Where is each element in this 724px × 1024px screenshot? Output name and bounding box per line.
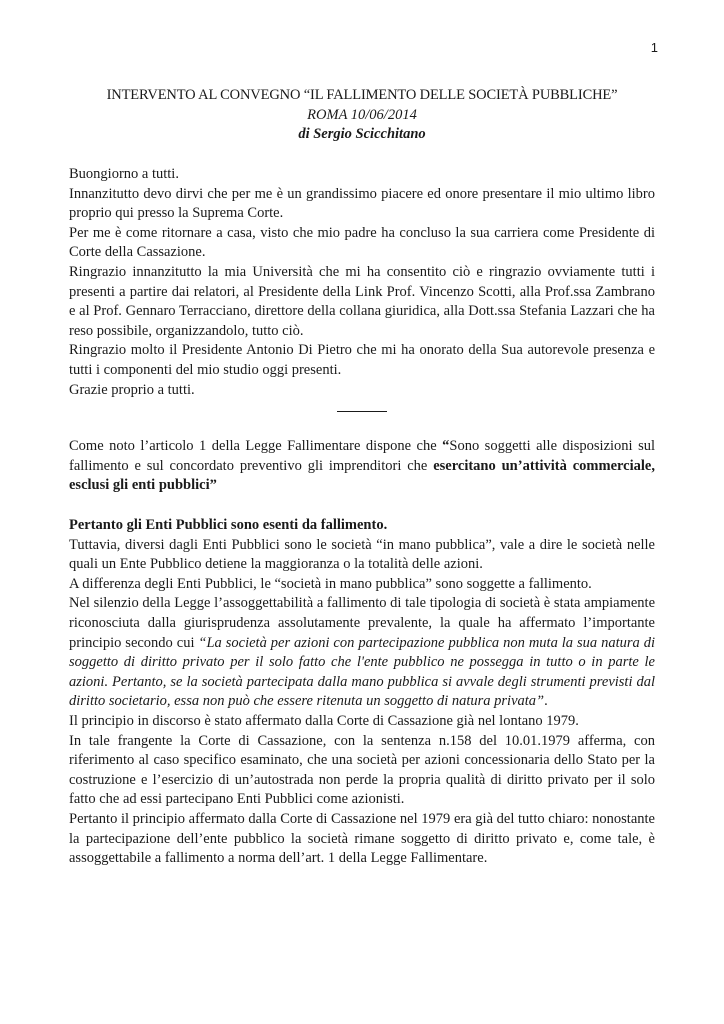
- jurisprudence-paragraph: [69, 594, 655, 712]
- article-quote-bold: esercitano un’attività commerciale, esclusi gli enti pubblici”: [69, 457, 655, 494]
- thanks-paragraph: Ringrazio molto il Presidente Antonio Di Pietro che mi ha onorato della Sua autorevole presenza e tutti i componenti del mio studio oggi presenti.: [69, 342, 655, 378]
- intro-section: [69, 165, 655, 400]
- author-line: di Sergio Scicchitano: [298, 126, 426, 143]
- article-open-quote: “: [442, 438, 450, 454]
- section-heading: Pertanto gli Enti Pubblici sono esenti da fallimento.: [69, 517, 388, 533]
- document-title: INTERVENTO AL CONVEGNO “IL FALLIMENTO DELLE SOCIETÀ PUBBLICHE”: [106, 87, 618, 103]
- jurisprudence-quote: “La società per azioni con partecipazione pubblica non muta la sua natura di soggetto di diritto privato per il solo fatto che l'ente pubblico ne possegga in tutto o in parte le azioni. Pertanto, se la società partecipata dalla mano pubblica si avvale degli strumenti previsti dal diritto societario, essa non può che essere ritenuta un soggetto di natura privata”: [69, 634, 655, 710]
- intro-paragraph: Innanzitutto devo dirvi che per me è un grandissimo piacere ed onore presentare il mio ultimo libro proprio qui presso la Suprema Corte.: [69, 185, 655, 222]
- jurisprudence-end: .: [544, 693, 548, 710]
- article-lead: Come noto l’articolo 1 della Legge Fallimentare dispone che: [69, 438, 443, 454]
- event-date: ROMA 10/06/2014: [307, 106, 417, 123]
- article-citation: [69, 437, 655, 496]
- main-section: [69, 516, 655, 869]
- body-paragraph: In tale frangente la Corte di Cassazione, con la sentenza n.158 del 10.01.1979 afferma, con riferimento al caso specifico esaminato, che una società per azioni concessionaria dello Stato per la costruzione e l’esercizio di un’autostrada non perde la propria qualità di diritto privato per il solo fatto che ad essi partecipano Enti Pubblici come azionisti.: [69, 732, 655, 808]
- body-paragraph: Pertanto il principio affermato dalla Corte di Cassazione nel 1979 era già del tutto chiaro: nonostante la partecipazione dell’ente pubblico la società rimane soggetto di diritto privato e, come tale, è assoggettabile a fallimento a norma dell’art. 1 della Legge Fallimentare.: [69, 810, 655, 867]
- jurisprudence-lead: Nel silenzio della Legge l’assoggettabilità a fallimento di tale tipologia di società è stata ampiamente riconosciuta dalla giurisprudenza assolutamente prevalente, la quale ha affermato l’importante principio secondo cui: [69, 595, 655, 651]
- article-quote: Sono soggetti alle disposizioni sul fallimento e sul concordato preventivo gli imprenditori che: [69, 438, 655, 474]
- greeting-paragraph: Buongiorno a tutti.: [69, 166, 179, 182]
- closing-greeting: Grazie proprio a tutti.: [69, 381, 195, 398]
- body-paragraph: Tuttavia, diversi dagli Enti Pubblici sono le società “in mano pubblica”, vale a dire le società nelle quali un Ente Pubblico detiene la maggioranza o la totalità delle azioni.: [69, 536, 655, 573]
- body-paragraph: A differenza degli Enti Pubblici, le “società in mano pubblica” sono soggette a fallimento.: [69, 575, 592, 592]
- intro-paragraph: Per me è come ritornare a casa, visto che mio padre ha concluso la sua carriera come Presidente di Corte della Cassazione.: [69, 224, 655, 261]
- page-number: 1: [650, 40, 658, 55]
- article-paragraph: [69, 437, 655, 496]
- document-header: [69, 86, 655, 145]
- section-divider: [337, 411, 387, 412]
- body-paragraph: Il principio in discorso è stato affermato dalla Corte di Cassazione già nel lontano 1979.: [69, 712, 579, 729]
- thanks-paragraph: Ringrazio innanzitutto la mia Università che mi ha consentito ciò e ringrazio ovviamente tutti i presenti a partire dai relatori, al Presidente della Link Prof. Vincenzo Scotti, alla Prof.ssa Zambrano e al Prof. Gennaro Terracciano, direttore della collana giuridica, alla Dott.ssa Stefania Lazzari che ha reso possibile, organizzandolo, tutto ciò.: [69, 263, 655, 339]
